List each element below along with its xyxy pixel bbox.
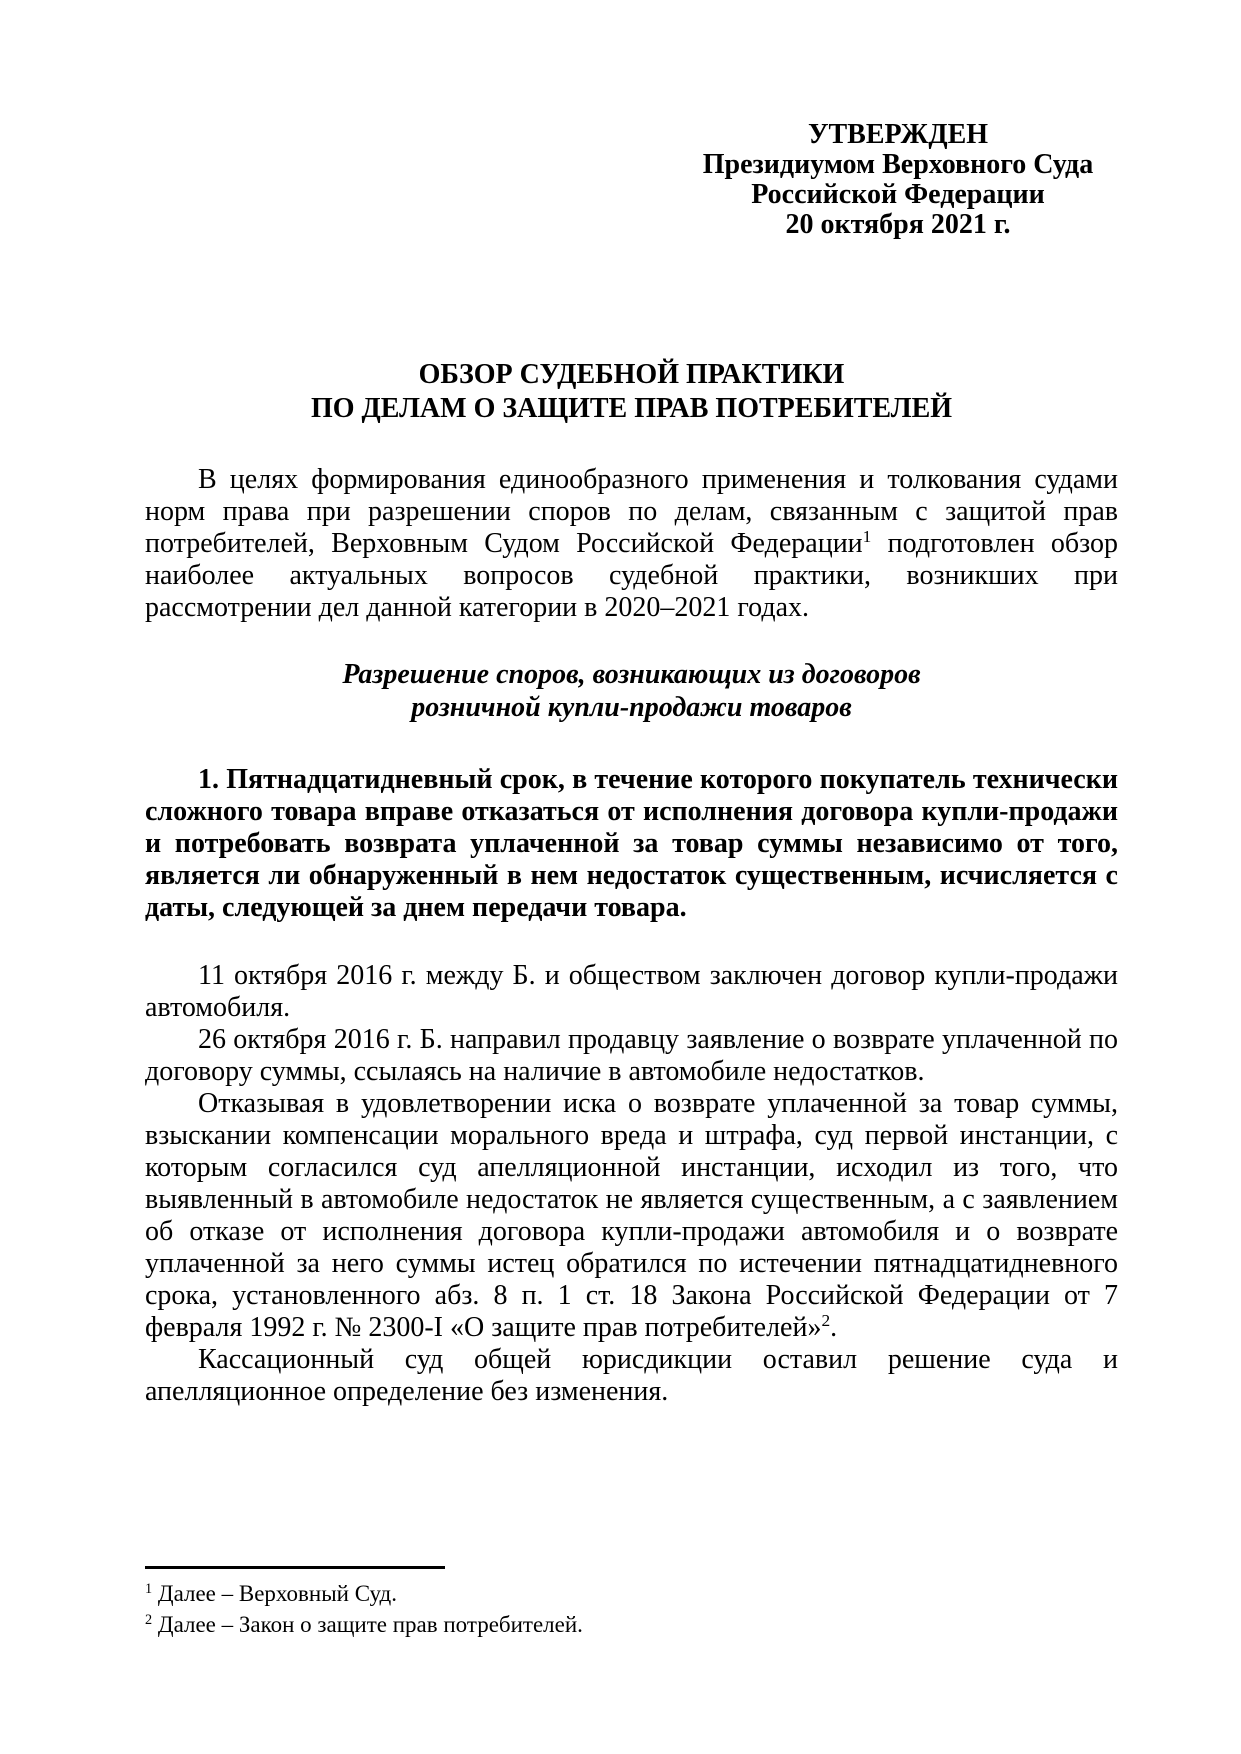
footnote-ref-2: 2 [821, 1311, 831, 1331]
section-heading-line: Разрешение споров, возникающих из договоров [342, 659, 921, 690]
footnote-2 [145, 1609, 1118, 1640]
case-text-continued: . [830, 1312, 838, 1343]
footnote-1-number: 1 [145, 1581, 153, 1598]
case-paragraph: 26 октября 2016 г. Б. направил продавцу заявление о возврате уплаченной по договору суммы, ссылаясь на наличие в автомобиле недостатков. [145, 1024, 1118, 1087]
footnote-1-text: Далее – Верховный Суд. [157, 1581, 397, 1606]
case-paragraph [145, 1088, 1118, 1344]
footnote-separator [145, 1566, 445, 1569]
footnote-2-number: 2 [145, 1612, 153, 1629]
approval-line: 20 октября 2021 г. [785, 209, 1011, 240]
footnotes-block [145, 1566, 1118, 1640]
document-title-line: ОБЗОР СУДЕБНОЙ ПРАКТИКИ [418, 359, 845, 390]
case-text: Отказывая в удовлетворении иска о возврате уплаченной за товар суммы, взыскании компенсации морального вреда и штрафа, суд первой инстанции, с которым согласился суд апелляционной инстанции, исходил из того, что выявленный в автомобиле недостаток не является существенным, а с заявлением об отказе от исполнения договора купли-продажи автомобиля и о возврате уплаченной за него суммы истец обратился по истечении пятнадцатидневного срока, установленного абз. 8 п. 1 ст. 18 Закона Российской Федерации от 7 февраля 1992 г. № 2300-I «О защите прав потребителей» [145, 1088, 1118, 1343]
section-heading [145, 658, 1118, 724]
case-paragraph: Кассационный суд общей юрисдикции оставил решение суда и апелляционное определение без изменения. [145, 1344, 1118, 1407]
intro-text: В целях формирования единообразного применения и толкования судами норм права при разрешении споров по делам, связанным с защитой прав потребителей, Верховным Судом Российской Федерации [145, 464, 1118, 559]
document-title-line: ПО ДЕЛАМ О ЗАЩИТЕ ПРАВ ПОТРЕБИТЕЛЕЙ [310, 393, 953, 424]
approval-line: Президиумом Верховного Суда [702, 149, 1094, 180]
intro-text-continued: подготовлен обзор наиболее актуальных вопросов судебной практики, возникших при рассмотрении дел данной категории в 2020–2021 годах. [145, 528, 1119, 623]
approval-block [678, 120, 1118, 240]
footnote-2-text: Далее – Закон о защите прав потребителей. [157, 1612, 583, 1637]
footnote-1 [145, 1578, 1118, 1609]
footnote-ref-1: 1 [862, 527, 872, 547]
section-heading-line: розничной купли-продажи товаров [411, 692, 852, 723]
intro-paragraph [145, 464, 1118, 624]
approval-line: УТВЕРЖДЕН [807, 119, 989, 150]
document-title [145, 358, 1118, 426]
case-paragraph: 11 октября 2016 г. между Б. и обществом заключен договор купли-продажи автомобиля. [145, 960, 1118, 1023]
approval-line: Российской Федерации [751, 179, 1045, 210]
document-content [145, 0, 1118, 1408]
item-1-holding: 1. Пятнадцатидневный срок, в течение которого покупатель технически сложного товара вправе отказаться от исполнения договора купли-продажи и потребовать возврата уплаченной за товар суммы независимо от того, является ли обнаруженный в нем недостаток существенным, исчисляется с даты, следующей за днем передачи товара. [145, 764, 1118, 923]
